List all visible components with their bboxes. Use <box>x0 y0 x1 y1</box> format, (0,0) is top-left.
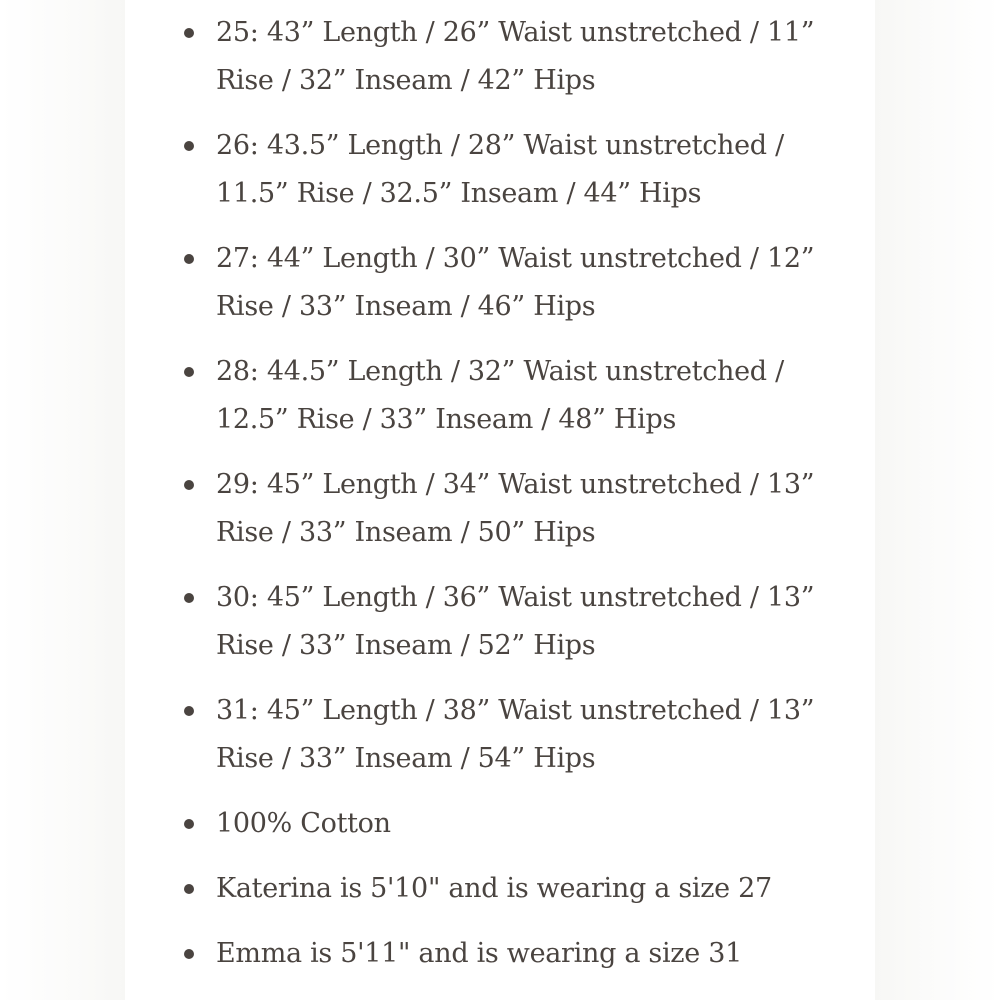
list-item-material <box>125 800 875 848</box>
list-item-text: 30: 45” Length / 36” Waist unstretched / 13” Rise / 33” Inseam / 52” Hips <box>216 582 815 661</box>
bullet-icon <box>184 949 194 959</box>
list-item-text: 29: 45” Length / 34” Waist unstretched / 13” Rise / 33” Inseam / 50” Hips <box>216 469 815 548</box>
list-item-size-29 <box>125 461 875 557</box>
bullet-icon <box>184 819 194 829</box>
list-item-text: 25: 43” Length / 26” Waist unstretched / 11” Rise / 32” Inseam / 42” Hips <box>216 17 815 96</box>
left-margin <box>0 0 125 1000</box>
list-item-text: 31: 45” Length / 38” Waist unstretched / 13” Rise / 33” Inseam / 54” Hips <box>216 695 815 774</box>
list-item-size-30 <box>125 574 875 670</box>
list-item-model-emma <box>125 930 875 978</box>
bullet-icon <box>184 593 194 603</box>
bullet-icon <box>184 141 194 151</box>
bullet-icon <box>184 884 194 894</box>
bullet-icon <box>184 480 194 490</box>
list-item-size-28 <box>125 348 875 444</box>
list-item-text: Katerina is 5'10" and is wearing a size 27 <box>216 873 772 904</box>
list-item-text: Emma is 5'11" and is wearing a size 31 <box>216 938 742 969</box>
list-item-size-27 <box>125 235 875 331</box>
list-item-size-31 <box>125 687 875 783</box>
list-item-text: 26: 43.5” Length / 28” Waist unstretched / 11.5” Rise / 32.5” Inseam / 44” Hips <box>216 130 784 209</box>
list-item-model-katerina <box>125 865 875 913</box>
list-item-text: 28: 44.5” Length / 32” Waist unstretched / 12.5” Rise / 33” Inseam / 48” Hips <box>216 356 784 435</box>
bullet-icon <box>184 254 194 264</box>
list-item-size-25 <box>125 9 875 105</box>
right-margin <box>875 0 1000 1000</box>
bullet-icon <box>184 28 194 38</box>
list-item-size-26 <box>125 122 875 218</box>
bullet-icon <box>184 367 194 377</box>
list-item-text: 100% Cotton <box>216 808 391 839</box>
product-details-content <box>125 0 875 1000</box>
bullet-icon <box>184 706 194 716</box>
list-item-text: 27: 44” Length / 30” Waist unstretched / 12” Rise / 33” Inseam / 46” Hips <box>216 243 815 322</box>
size-spec-list <box>125 9 875 995</box>
